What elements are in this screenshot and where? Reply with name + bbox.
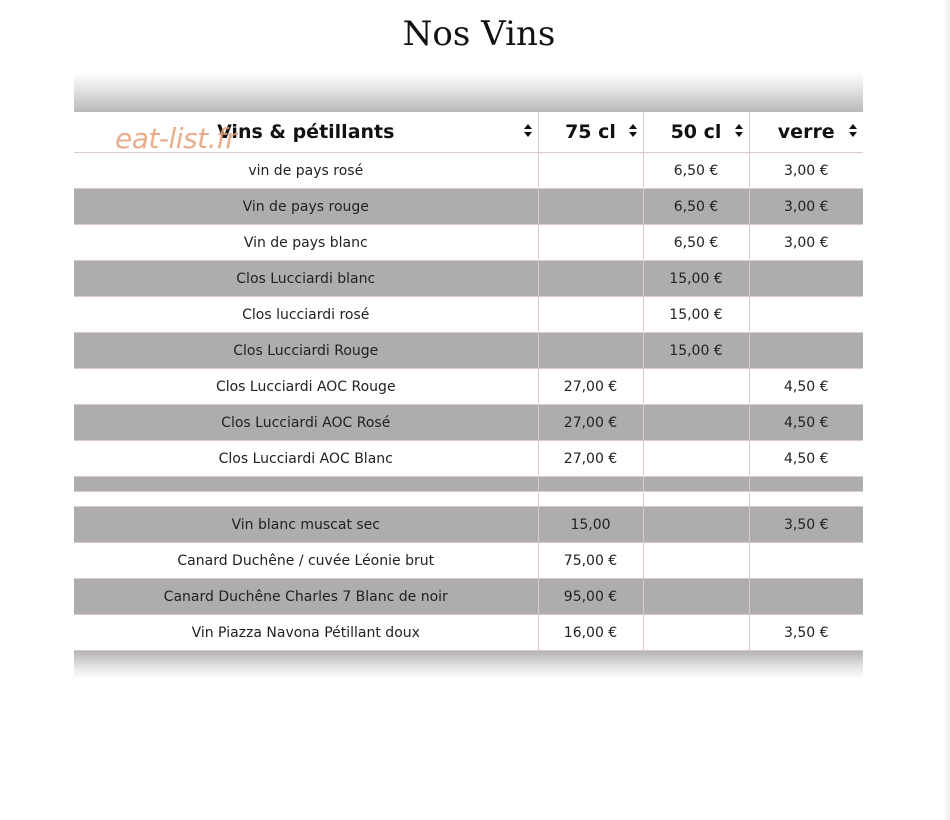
cell-wine-name: Clos Lucciardi blanc (74, 261, 538, 297)
cell-price-75cl: 27,00 € (538, 369, 643, 405)
cell-price-50cl: 15,00 € (643, 297, 749, 333)
cell-price-verre (749, 477, 863, 492)
cell-wine-name: Vin blanc muscat sec (74, 507, 538, 543)
cell-wine-name (74, 492, 538, 507)
table-bottom-shade (74, 651, 863, 679)
cell-price-verre: 4,50 € (749, 441, 863, 477)
table-row (74, 189, 863, 225)
cell-price-50cl (643, 405, 749, 441)
cell-price-50cl (643, 369, 749, 405)
cell-price-verre: 3,50 € (749, 507, 863, 543)
cell-wine-name: Canard Duchêne / cuvée Léonie brut (74, 543, 538, 579)
table-row (74, 261, 863, 297)
cell-price-75cl: 27,00 € (538, 405, 643, 441)
cell-price-50cl (643, 492, 749, 507)
cell-price-75cl (538, 297, 643, 333)
cell-wine-name: Clos Lucciardi AOC Blanc (74, 441, 538, 477)
column-header-label: verre (777, 121, 835, 143)
table-row (74, 579, 863, 615)
wine-table-container (74, 72, 863, 679)
table-row (74, 333, 863, 369)
cell-price-verre: 4,50 € (749, 405, 863, 441)
cell-wine-name: Vin de pays blanc (74, 225, 538, 261)
table-row (74, 441, 863, 477)
cell-price-75cl (538, 261, 643, 297)
table-row (74, 405, 863, 441)
table-header-row (74, 112, 863, 153)
cell-price-verre: 3,00 € (749, 153, 863, 189)
column-header-verre[interactable] (749, 112, 863, 153)
sort-arrows-icon[interactable] (629, 124, 637, 138)
cell-price-75cl: 16,00 € (538, 615, 643, 651)
cell-price-verre: 3,00 € (749, 189, 863, 225)
table-row (74, 543, 863, 579)
cell-price-50cl (643, 441, 749, 477)
cell-price-verre (749, 543, 863, 579)
cell-price-50cl (643, 615, 749, 651)
cell-price-verre: 4,50 € (749, 369, 863, 405)
cell-wine-name: Clos lucciardi rosé (74, 297, 538, 333)
cell-price-75cl: 27,00 € (538, 441, 643, 477)
cell-price-verre: 3,00 € (749, 225, 863, 261)
cell-price-50cl (643, 543, 749, 579)
table-top-shade (74, 72, 863, 112)
cell-wine-name: Vin Piazza Navona Pétillant doux (74, 615, 538, 651)
cell-price-verre: 3,50 € (749, 615, 863, 651)
cell-wine-name: Clos Lucciardi AOC Rouge (74, 369, 538, 405)
cell-price-75cl (538, 225, 643, 261)
cell-price-75cl: 75,00 € (538, 543, 643, 579)
cell-price-50cl: 6,50 € (643, 189, 749, 225)
cell-price-50cl (643, 507, 749, 543)
wine-table (74, 112, 863, 651)
column-header-wine[interactable] (74, 112, 538, 153)
sort-arrows-icon[interactable] (524, 124, 532, 138)
table-row (74, 492, 863, 507)
cell-wine-name: Vin de pays rouge (74, 189, 538, 225)
table-body (74, 153, 863, 651)
cell-price-75cl (538, 189, 643, 225)
cell-price-verre (749, 261, 863, 297)
cell-price-50cl (643, 477, 749, 492)
cell-price-50cl: 6,50 € (643, 225, 749, 261)
cell-wine-name: Clos Lucciardi Rouge (74, 333, 538, 369)
sort-arrows-icon[interactable] (849, 124, 857, 138)
table-row (74, 477, 863, 492)
column-header-75cl[interactable] (538, 112, 643, 153)
cell-price-verre (749, 492, 863, 507)
cell-price-verre (749, 579, 863, 615)
cell-price-50cl (643, 579, 749, 615)
cell-price-50cl: 15,00 € (643, 333, 749, 369)
cell-price-verre (749, 333, 863, 369)
column-header-label: Vins & pétillants (217, 121, 395, 143)
table-row (74, 369, 863, 405)
cell-price-75cl: 95,00 € (538, 579, 643, 615)
page-title: Nos Vins (402, 14, 556, 54)
table-row (74, 153, 863, 189)
cell-wine-name: Canard Duchêne Charles 7 Blanc de noir (74, 579, 538, 615)
cell-price-75cl (538, 333, 643, 369)
column-header-label: 50 cl (670, 121, 722, 143)
cell-wine-name: Clos Lucciardi AOC Rosé (74, 405, 538, 441)
page-right-edge (942, 0, 950, 820)
cell-price-verre (749, 297, 863, 333)
cell-price-50cl: 15,00 € (643, 261, 749, 297)
watermark-text: eat-list.fr (115, 122, 237, 155)
table-row (74, 507, 863, 543)
cell-wine-name (74, 477, 538, 492)
cell-price-50cl: 6,50 € (643, 153, 749, 189)
column-header-50cl[interactable] (643, 112, 749, 153)
table-row (74, 225, 863, 261)
column-header-label: 75 cl (565, 121, 616, 143)
cell-price-75cl (538, 153, 643, 189)
table-row (74, 297, 863, 333)
table-row (74, 615, 863, 651)
cell-price-75cl (538, 477, 643, 492)
sort-arrows-icon[interactable] (735, 124, 743, 138)
cell-price-75cl: 15,00 (538, 507, 643, 543)
cell-wine-name: vin de pays rosé (74, 153, 538, 189)
cell-price-75cl (538, 492, 643, 507)
